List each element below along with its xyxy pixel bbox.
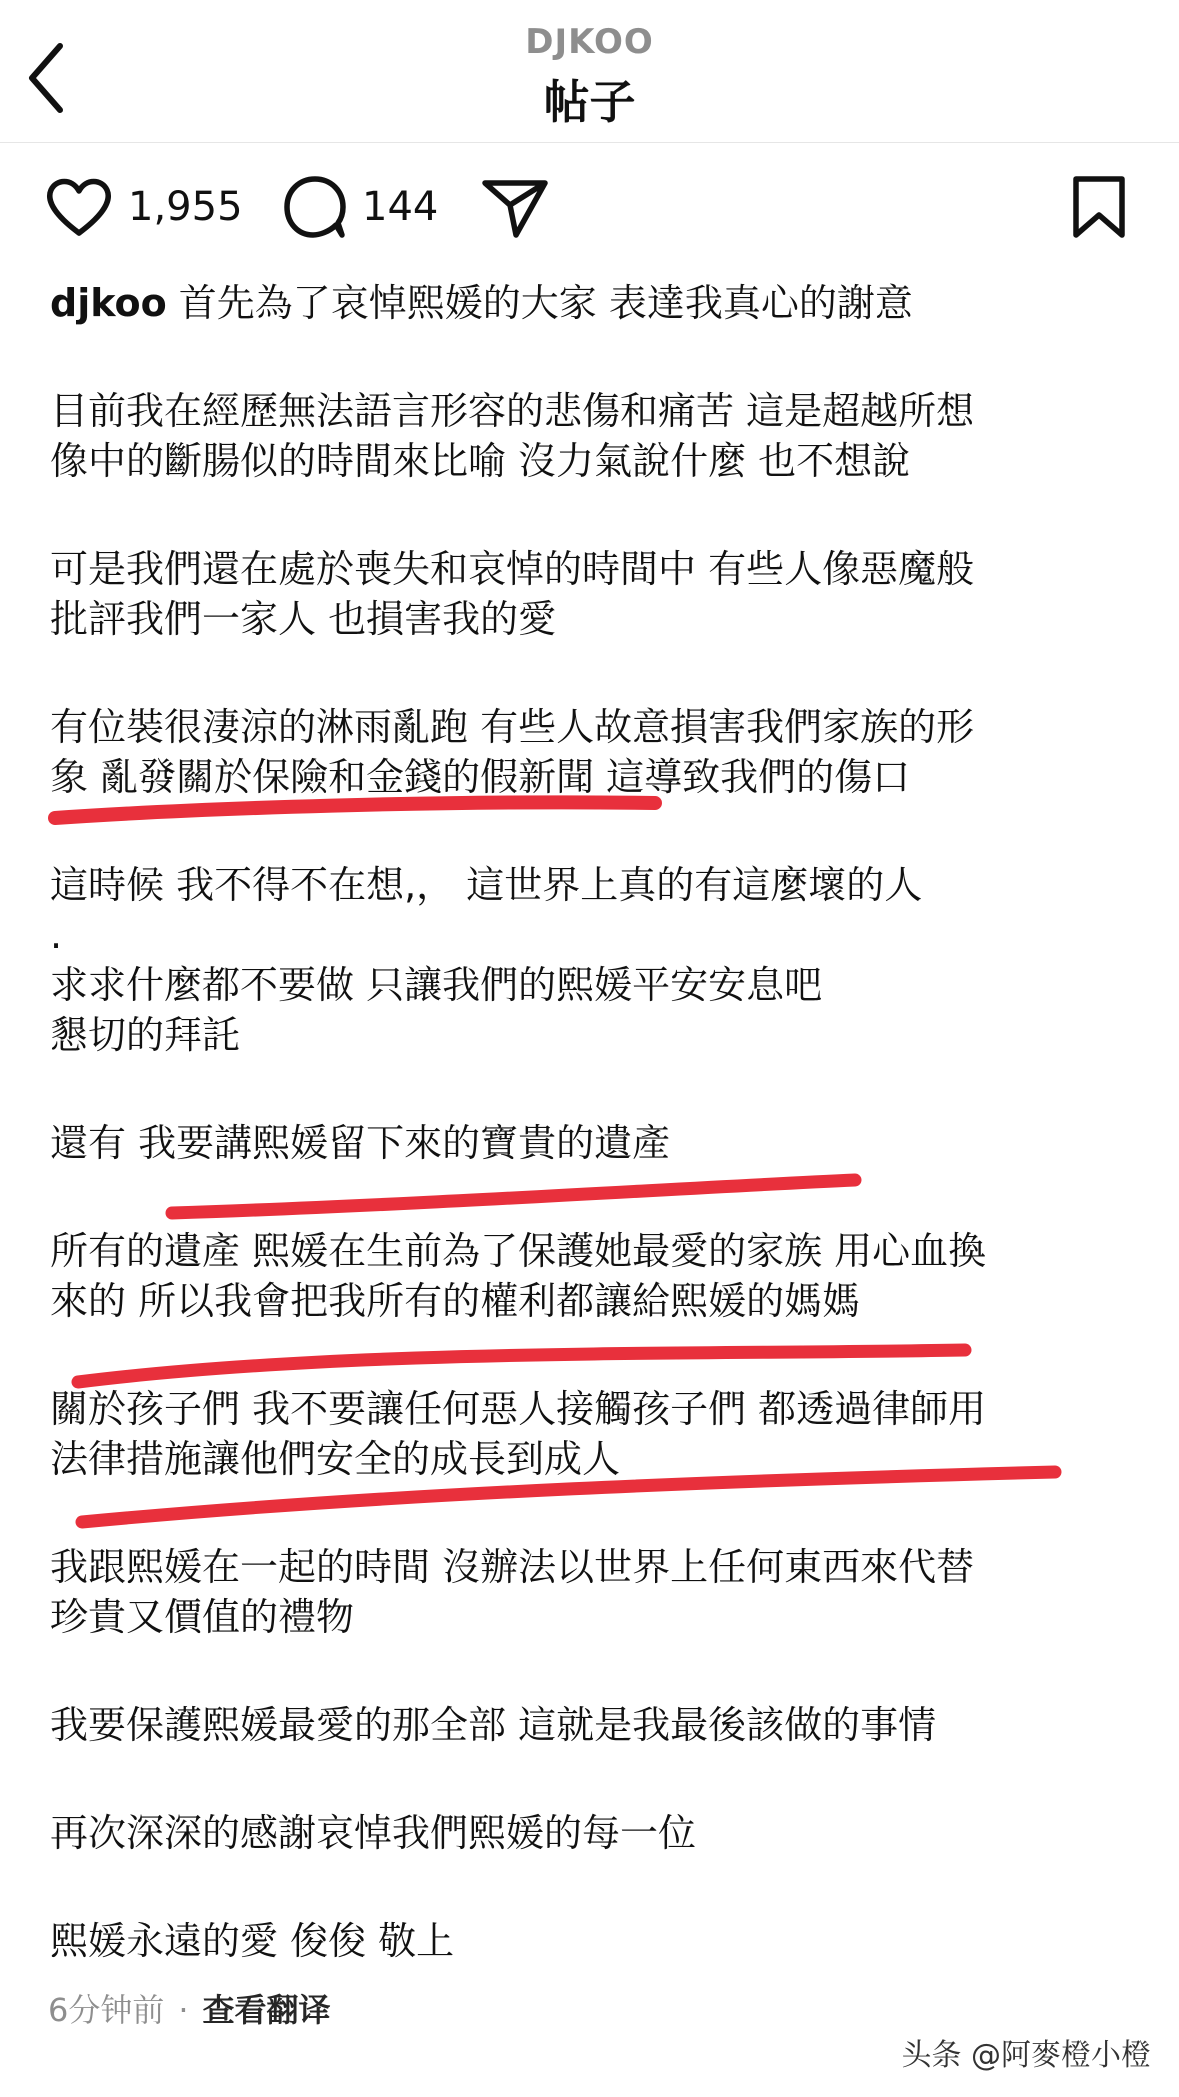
caption-line: 我跟熙媛在一起的時間 沒辦法以世界上任何東西來代替 — [50, 1545, 975, 1589]
caption-paragraph — [50, 544, 1130, 644]
caption-first-line — [50, 278, 1130, 328]
like-button[interactable] — [44, 175, 243, 239]
watermark: 头条 @阿麥橙小橙 — [901, 2038, 1151, 2073]
caption-line: 熙媛永遠的愛 俊俊 敬上 — [50, 1919, 455, 1963]
bookmark-icon — [1070, 175, 1128, 241]
caption-line: 求求什麼都不要做 只讓我們的熙媛平安安息吧 — [50, 963, 823, 1007]
post-timestamp: 6分钟前 — [48, 1991, 165, 2029]
caption-paragraph — [50, 860, 1130, 1060]
post-caption — [50, 278, 1130, 1966]
caption-line: . — [50, 913, 63, 957]
caption-line: 這時候 我不得不在想,， 這世界上真的有這麼壞的人 — [50, 863, 923, 907]
caption-paragraph — [50, 1700, 1130, 1750]
caption-paragraph — [50, 386, 1130, 486]
caption-line: 法律措施讓他們安全的成長到成人 — [50, 1437, 621, 1481]
header-username[interactable]: DJKOO — [525, 22, 654, 62]
caption-line: 再次深深的感謝哀悼我們熙媛的每一位 — [50, 1811, 697, 1855]
comment-button[interactable] — [282, 175, 438, 239]
caption-paragraph — [50, 1226, 1130, 1326]
action-bar — [0, 175, 1179, 255]
caption-line: 有位裝很淒涼的淋雨亂跑 有些人故意損害我們家族的形 — [50, 705, 975, 749]
comment-icon — [282, 175, 348, 239]
caption-line: 我要保護熙媛最愛的那全部 這就是我最後該做的事情 — [50, 1703, 937, 1747]
separator-dot: · — [178, 1991, 189, 2029]
caption-paragraph — [50, 1384, 1130, 1484]
caption-line: 還有 我要講熙媛留下來的寶貴的遺產 — [50, 1121, 671, 1165]
save-button[interactable] — [1070, 175, 1128, 241]
caption-line: 珍貴又價值的禮物 — [50, 1595, 355, 1639]
page-title: 帖子 — [543, 75, 636, 129]
caption-paragraph — [50, 1916, 1130, 1966]
like-count: 1,955 — [128, 184, 243, 230]
caption-paragraph — [50, 1542, 1130, 1642]
send-icon — [480, 175, 550, 241]
caption-line: 像中的斷腸似的時間來比喻 沒力氣說什麼 也不想說 — [50, 439, 911, 483]
caption-line: 關於孩子們 我不要讓任何惡人接觸孩子們 都透過律師用 — [50, 1387, 987, 1431]
caption-line: 批評我們一家人 也損害我的愛 — [50, 597, 557, 641]
caption-text: 首先為了哀悼熙媛的大家 表達我真心的謝意 — [178, 281, 913, 325]
comment-count: 144 — [362, 184, 439, 230]
caption-line: 可是我們還在處於喪失和哀悼的時間中 有些人像惡魔般 — [50, 547, 975, 591]
post-footer — [48, 1985, 331, 2031]
caption-line: 目前我在經歷無法語言形容的悲傷和痛苦 這是超越所想 — [50, 389, 975, 433]
caption-username[interactable]: djkoo — [50, 281, 167, 325]
caption-paragraph — [50, 702, 1130, 802]
caption-line: 所有的遺產 熙媛在生前為了保護她最愛的家族 用心血換 — [50, 1229, 987, 1273]
caption-line: 懇切的拜託 — [50, 1013, 241, 1057]
caption-line: 來的 所以我會把我所有的權利都讓給熙媛的媽媽 — [50, 1279, 861, 1323]
caption-paragraph — [50, 1808, 1130, 1858]
caption-line: 象 亂發關於保險和金錢的假新聞 這導致我們的傷口 — [50, 755, 911, 799]
heart-icon — [44, 175, 114, 239]
caption-paragraph — [50, 1118, 1130, 1168]
see-translation-link[interactable]: 查看翻译 — [202, 1991, 331, 2029]
post-header — [0, 0, 1179, 143]
share-button[interactable] — [480, 175, 550, 241]
